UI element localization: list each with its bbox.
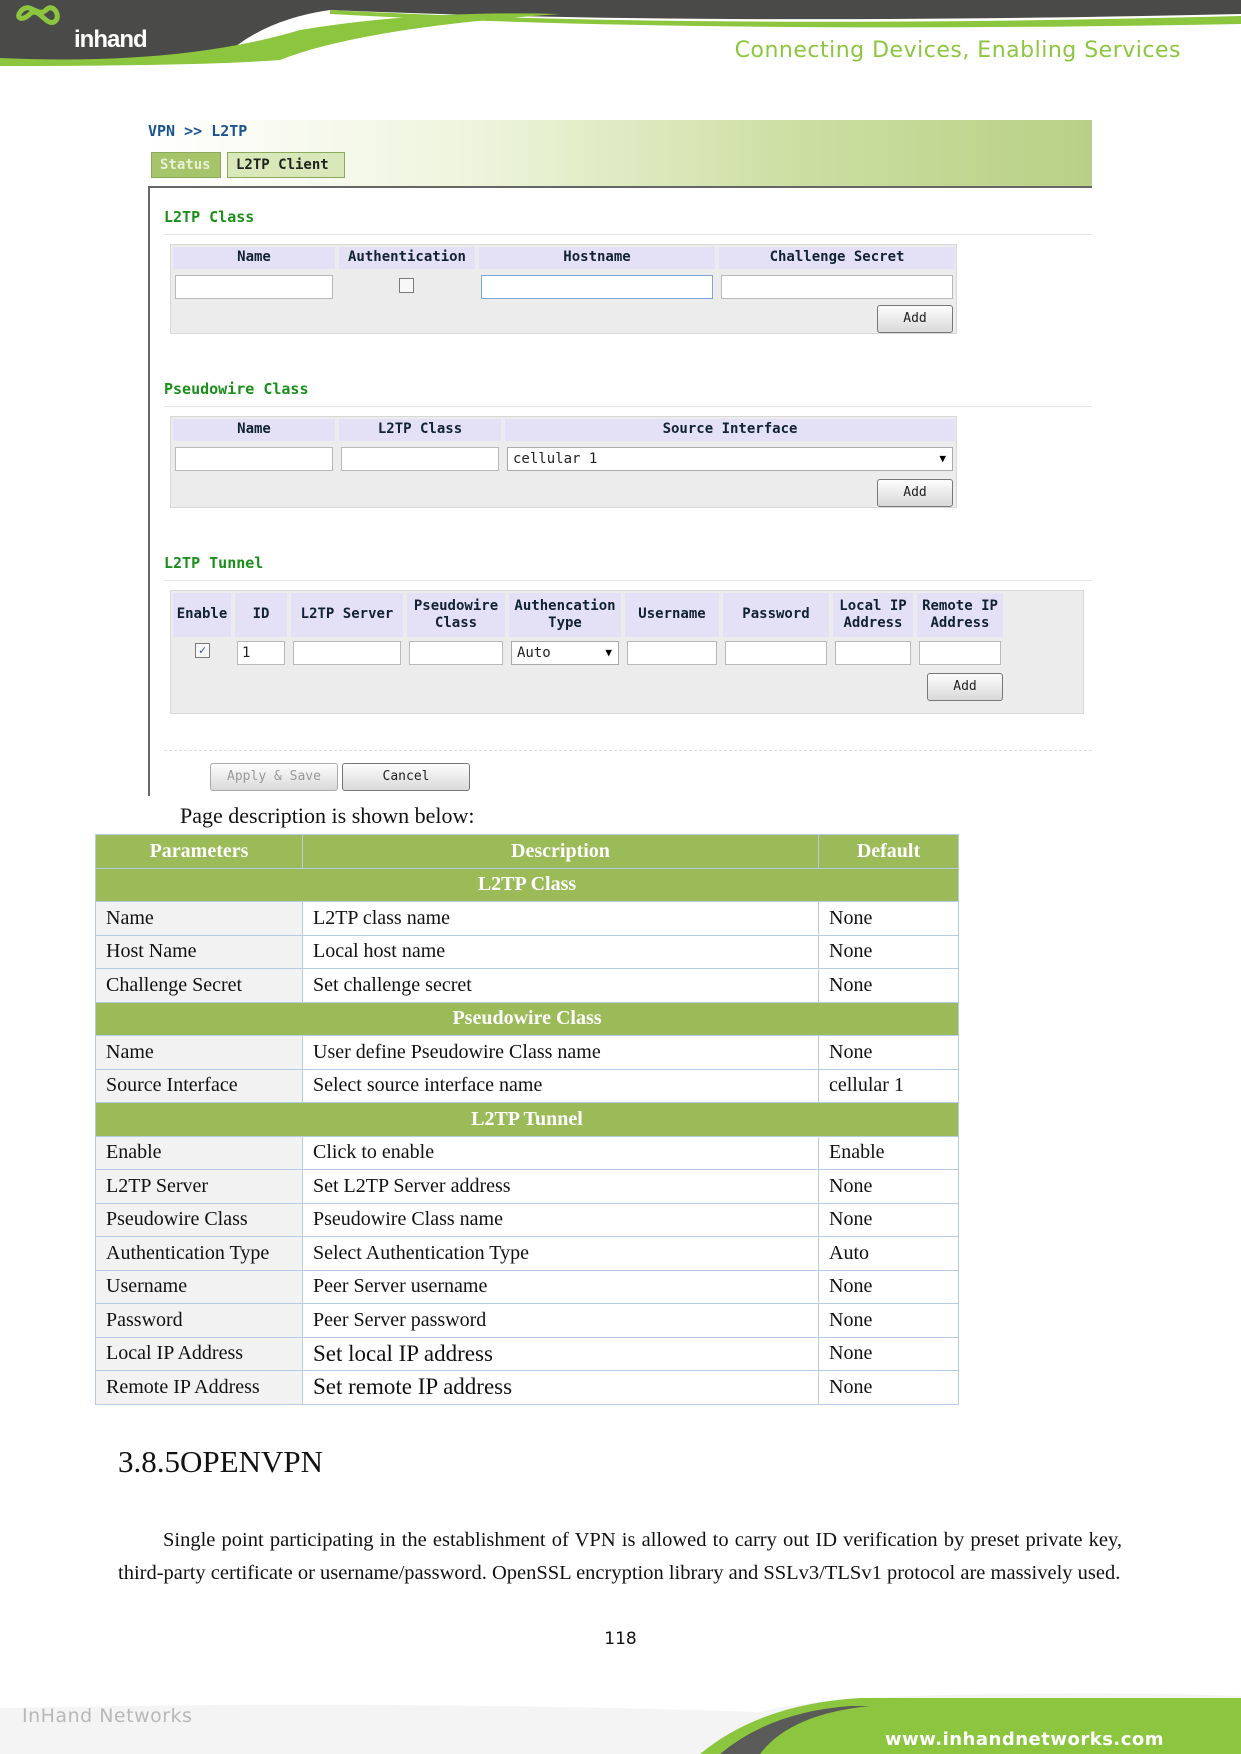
group-title: L2TP Class	[96, 868, 959, 902]
desc-cell: User define Pseudowire Class name	[303, 1036, 819, 1070]
desc-cell: Local host name	[303, 935, 819, 969]
col-authentication: Authentication	[339, 247, 475, 269]
table-row	[96, 1136, 959, 1170]
col-challenge-secret: Challenge Secret	[719, 247, 955, 269]
password-input[interactable]	[725, 641, 827, 665]
add-l2tp-tunnel-button[interactable]: Add	[927, 673, 1003, 701]
l2tp-class-table	[170, 244, 957, 334]
l2tp-server-input[interactable]	[293, 641, 401, 665]
remote-ip-input[interactable]	[919, 641, 1001, 665]
table-intro: Page description is shown below:	[180, 803, 475, 828]
col-name: Name	[173, 419, 335, 441]
breadcrumb: VPN >> L2TP	[148, 122, 248, 140]
param-cell: Host Name	[96, 935, 303, 969]
header-default: Default	[819, 835, 959, 869]
table-row	[96, 1036, 959, 1070]
col-l2tp-server: L2TP Server	[291, 593, 403, 637]
col-authencation-type: Authencation Type	[509, 593, 621, 637]
group-row	[96, 868, 959, 902]
col-local-ip: Local IP Address	[833, 593, 913, 637]
desc-cell: Select Authentication Type	[303, 1237, 819, 1271]
enable-checkbox[interactable]: ✓	[195, 643, 210, 658]
desc-cell: Set remote IP address	[303, 1371, 819, 1405]
source-interface-value: cellular 1	[513, 451, 598, 467]
param-cell: Pseudowire Class	[96, 1203, 303, 1237]
param-cell: Remote IP Address	[96, 1371, 303, 1405]
table-row	[96, 1237, 959, 1271]
tab-status[interactable]: Status	[151, 152, 221, 178]
l2tp-tunnel-table	[170, 590, 1084, 714]
default-cell: None	[819, 1304, 959, 1338]
header-parameters: Parameters	[96, 835, 303, 869]
tab-l2tp-client[interactable]: L2TP Client	[227, 152, 345, 178]
divider	[164, 406, 1092, 407]
desc-cell: Select source interface name	[303, 1069, 819, 1103]
col-source-interface: Source Interface	[505, 419, 955, 441]
default-cell: None	[819, 969, 959, 1003]
default-cell: None	[819, 1371, 959, 1405]
section-paragraph: Single point participating in the establishment of VPN is allowed to carry out ID verification by preset private key, third-party certificate or username/password. OpenSSL encryption library and SSLv3/TLSv1 protocol are massively used.	[118, 1529, 1122, 1584]
group-row	[96, 1002, 959, 1036]
default-cell: None	[819, 1270, 959, 1304]
header-description: Description	[303, 835, 819, 869]
parameters-table	[95, 834, 959, 1405]
param-cell: Password	[96, 1304, 303, 1338]
param-cell: Username	[96, 1270, 303, 1304]
desc-cell: Click to enable	[303, 1136, 819, 1170]
pseudowire-class-table	[170, 416, 957, 508]
pseudowire-class-input[interactable]	[409, 641, 503, 665]
default-cell: None	[819, 1203, 959, 1237]
col-name: Name	[173, 247, 335, 269]
header-tagline: Connecting Devices, Enabling Services	[734, 38, 1181, 63]
col-id: ID	[235, 593, 287, 637]
page-number: 118	[604, 1629, 637, 1649]
l2tp-class-input[interactable]	[341, 447, 499, 471]
table-row	[96, 935, 959, 969]
desc-cell: Pseudowire Class name	[303, 1203, 819, 1237]
default-cell: Enable	[819, 1136, 959, 1170]
table-row	[96, 1170, 959, 1204]
table-row	[96, 1337, 959, 1371]
desc-cell: Peer Server username	[303, 1270, 819, 1304]
authentication-checkbox[interactable]	[399, 278, 414, 293]
inhand-logo-icon	[0, 0, 80, 50]
default-cell: Auto	[819, 1237, 959, 1271]
dropdown-arrow-icon: ▼	[939, 452, 946, 465]
default-cell: None	[819, 1337, 959, 1371]
l2tp-screenshot	[146, 120, 1092, 796]
add-l2tp-class-button[interactable]: Add	[877, 305, 953, 333]
desc-cell: Set L2TP Server address	[303, 1170, 819, 1204]
hostname-input[interactable]	[481, 275, 713, 299]
pseudowire-name-input[interactable]	[175, 447, 333, 471]
default-cell: None	[819, 935, 959, 969]
col-remote-ip: Remote IP Address	[917, 593, 1003, 637]
logo-text: inhand	[74, 26, 147, 53]
param-cell: Source Interface	[96, 1069, 303, 1103]
group-title: L2TP Tunnel	[96, 1103, 959, 1137]
divider	[164, 234, 1092, 235]
divider	[164, 580, 1092, 581]
dropdown-arrow-icon: ▼	[605, 646, 612, 659]
footer-website: www.inhandnetworks.com	[885, 1729, 1165, 1750]
group-title: Pseudowire Class	[96, 1002, 959, 1036]
col-l2tp-class: L2TP Class	[339, 419, 501, 441]
source-interface-select[interactable]	[507, 447, 953, 471]
challenge-secret-input[interactable]	[721, 275, 953, 299]
add-pseudowire-class-button[interactable]: Add	[877, 479, 953, 507]
default-cell: None	[819, 1036, 959, 1070]
auth-type-select[interactable]	[511, 641, 619, 665]
l2tp-class-title: L2TP Class	[164, 208, 255, 226]
footer-company: InHand Networks	[22, 1705, 193, 1727]
group-row	[96, 1103, 959, 1137]
cancel-button[interactable]: Cancel	[342, 763, 470, 791]
table-row	[96, 1270, 959, 1304]
default-cell: None	[819, 1170, 959, 1204]
table-row	[96, 969, 959, 1003]
pseudowire-class-title: Pseudowire Class	[164, 380, 309, 398]
col-password: Password	[723, 593, 829, 637]
desc-cell: Set challenge secret	[303, 969, 819, 1003]
tunnel-id-input[interactable]: 1	[237, 641, 285, 665]
param-cell: Local IP Address	[96, 1337, 303, 1371]
default-cell: cellular 1	[819, 1069, 959, 1103]
param-cell: Challenge Secret	[96, 969, 303, 1003]
divider	[164, 750, 1092, 751]
section-heading: 3.8.5OPENVPN	[118, 1444, 323, 1479]
table-row	[96, 1069, 959, 1103]
auth-type-value: Auto	[517, 645, 551, 661]
param-cell: Name	[96, 902, 303, 936]
l2tp-client-panel	[148, 186, 1092, 796]
table-header-row	[96, 835, 959, 869]
default-cell: None	[819, 902, 959, 936]
table-row	[96, 902, 959, 936]
col-enable: Enable	[173, 593, 231, 637]
param-cell: L2TP Server	[96, 1170, 303, 1204]
class-name-input[interactable]	[175, 275, 333, 299]
desc-cell: L2TP class name	[303, 902, 819, 936]
l2tp-tunnel-title: L2TP Tunnel	[164, 554, 264, 572]
param-cell: Enable	[96, 1136, 303, 1170]
param-cell: Authentication Type	[96, 1237, 303, 1271]
table-row	[96, 1304, 959, 1338]
table-row	[96, 1371, 959, 1405]
page-header	[0, 0, 1241, 70]
col-pseudowire-class: Pseudowire Class	[407, 593, 505, 637]
apply-save-button[interactable]: Apply & Save	[210, 763, 338, 791]
table-row	[96, 1203, 959, 1237]
desc-cell: Peer Server password	[303, 1304, 819, 1338]
local-ip-input[interactable]	[835, 641, 911, 665]
param-cell: Name	[96, 1036, 303, 1070]
col-username: Username	[625, 593, 719, 637]
col-hostname: Hostname	[479, 247, 715, 269]
username-input[interactable]	[627, 641, 717, 665]
desc-cell: Set local IP address	[303, 1337, 819, 1371]
